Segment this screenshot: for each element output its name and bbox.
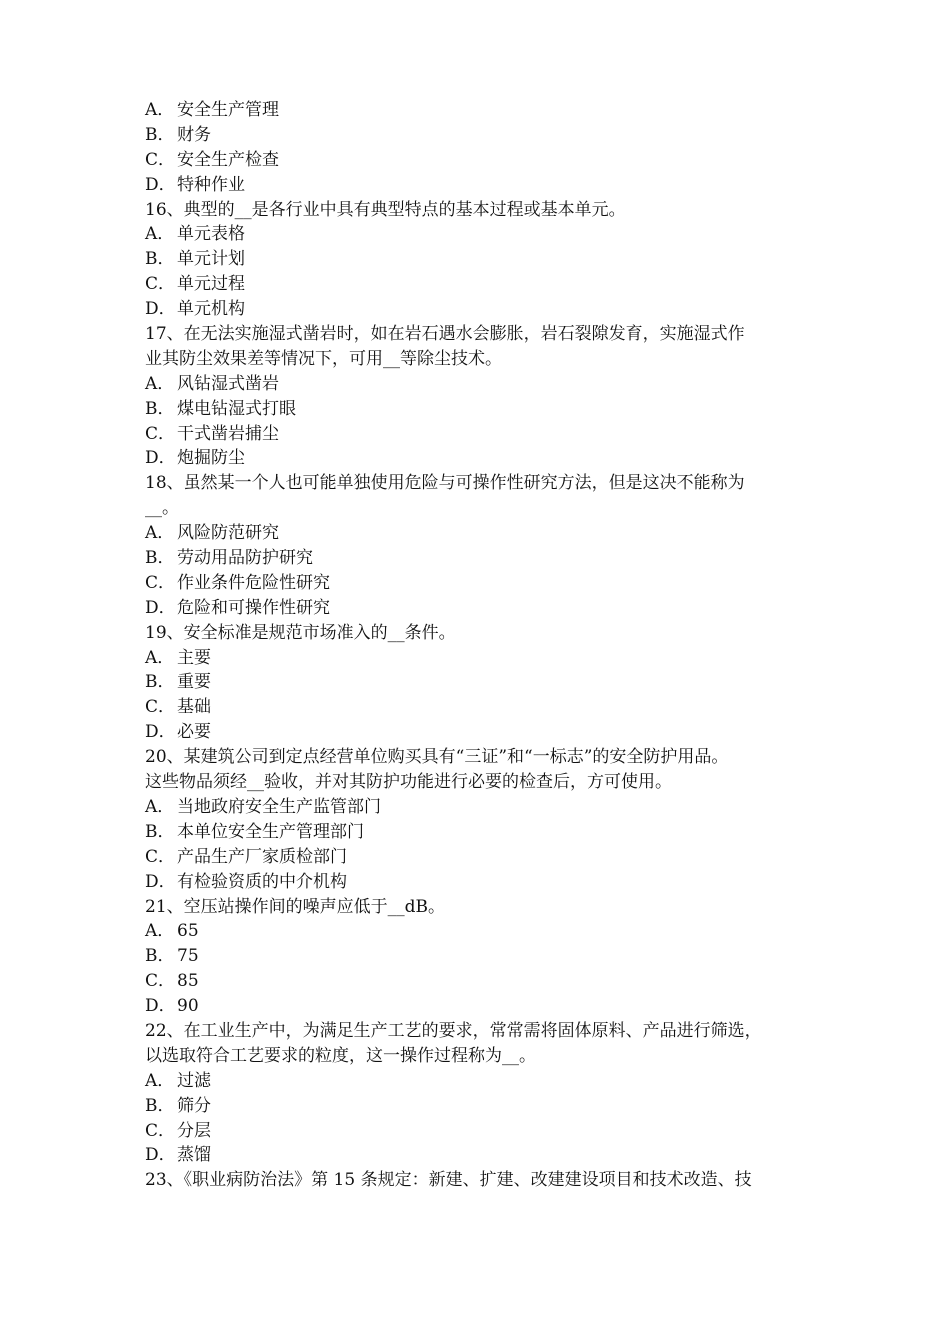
option-text: 危险和可操作性研究: [177, 597, 330, 618]
option-letter: A．: [145, 224, 175, 245]
option-letter: A．: [145, 1070, 175, 1091]
option-text: 单元计划: [177, 249, 245, 270]
option-letter: B．: [145, 249, 175, 270]
option-letter: C．: [145, 423, 176, 444]
question-text: 以选取符合工艺要求的粒度，这一操作过程称为__。: [145, 1045, 536, 1066]
answer-option: [145, 646, 825, 671]
answer-option: [145, 148, 825, 173]
answer-option: [145, 969, 825, 994]
answer-option: [145, 1143, 825, 1168]
option-text: 基础: [177, 697, 211, 718]
option-letter: D．: [145, 722, 176, 743]
option-letter: D．: [145, 299, 176, 320]
question-text: 这些物品须经__验收，并对其防护功能进行必要的检查后，方可使用。: [145, 772, 672, 793]
option-text: 安全生产检查: [177, 149, 279, 170]
option-text: 单元表格: [177, 224, 245, 245]
answer-option: [145, 397, 825, 422]
answer-option: [145, 297, 825, 322]
answer-option: [145, 521, 825, 546]
option-text: 产品生产厂家质检部门: [177, 846, 347, 867]
option-letter: B．: [145, 1095, 175, 1116]
option-letter: C．: [145, 274, 176, 295]
option-letter: C．: [145, 1120, 176, 1141]
option-text: 65: [177, 921, 199, 942]
option-letter: D．: [145, 996, 176, 1017]
option-letter: A．: [145, 796, 175, 817]
answer-option: [145, 446, 825, 471]
question-text: 业其防尘效果差等情况下，可用__等除尘技术。: [145, 348, 502, 369]
exam-question-list: [145, 98, 825, 1193]
option-letter: D．: [145, 597, 176, 618]
answer-option: [145, 1094, 825, 1119]
option-text: 过滤: [177, 1070, 211, 1091]
answer-option: [145, 695, 825, 720]
question-text: 18、虽然某一个人也可能单独使用危险与可操作性研究方法，但是这决不能称为: [145, 473, 745, 494]
option-letter: A．: [145, 373, 175, 394]
option-letter: D．: [145, 174, 176, 195]
option-text: 炮掘防尘: [177, 448, 245, 469]
question-text: 17、在无法实施湿式凿岩时，如在岩石遇水会膨胀，岩石裂隙发育，实施湿式作: [145, 324, 745, 345]
option-letter: D．: [145, 1145, 176, 1166]
option-letter: C．: [145, 572, 176, 593]
question-text: 20、某建筑公司到定点经营单位购买具有“三证”和“一标志”的安全防护用品。: [145, 747, 729, 768]
option-text: 本单位安全生产管理部门: [177, 821, 364, 842]
option-text: 筛分: [177, 1095, 211, 1116]
option-text: 干式凿岩捕尘: [177, 423, 279, 444]
answer-option: [145, 795, 825, 820]
answer-option: [145, 820, 825, 845]
option-text: 特种作业: [177, 174, 245, 195]
option-text: 单元机构: [177, 299, 245, 320]
option-letter: B．: [145, 821, 175, 842]
question-text: 21、空压站操作间的噪声应低于__dB。: [145, 896, 446, 917]
answer-option: [145, 247, 825, 272]
option-letter: B．: [145, 946, 175, 967]
option-letter: C．: [145, 697, 176, 718]
answer-option: [145, 720, 825, 745]
answer-option: [145, 994, 825, 1019]
question-text: 16、典型的__是各行业中具有典型特点的基本过程或基本单元。: [145, 199, 626, 220]
option-text: 重要: [177, 672, 211, 693]
option-letter: B．: [145, 124, 175, 145]
question-text: 22、在工业生产中，为满足生产工艺的要求，常常需将固体原料、产品进行筛选，: [145, 1020, 762, 1041]
answer-option: [145, 546, 825, 571]
option-letter: D．: [145, 871, 176, 892]
answer-option: [145, 1119, 825, 1144]
question-text: 19、安全标准是规范市场准入的__条件。: [145, 622, 456, 643]
answer-option: [145, 98, 825, 123]
answer-option: [145, 422, 825, 447]
option-text: 煤电钻湿式打眼: [177, 398, 296, 419]
answer-option: [145, 571, 825, 596]
answer-option: [145, 1069, 825, 1094]
option-letter: A．: [145, 100, 175, 120]
option-letter: A．: [145, 647, 175, 668]
question-text: 23、《职业病防治法》第 15 条规定：新建、扩建、改建建设项目和技术改造、技: [145, 1170, 752, 1191]
option-letter: D．: [145, 448, 176, 469]
option-letter: C．: [145, 149, 176, 170]
option-letter: A．: [145, 523, 175, 544]
option-text: 90: [177, 996, 199, 1017]
option-text: 有检验资质的中介机构: [177, 871, 347, 892]
answer-option: [145, 870, 825, 895]
answer-option: [145, 123, 825, 148]
answer-option: [145, 670, 825, 695]
option-text: 安全生产管理: [177, 100, 279, 120]
answer-option: [145, 372, 825, 397]
answer-option: [145, 596, 825, 621]
option-text: 单元过程: [177, 274, 245, 295]
answer-option: [145, 173, 825, 198]
option-text: 75: [177, 946, 199, 967]
answer-option: [145, 222, 825, 247]
option-text: 风险防范研究: [177, 523, 279, 544]
option-text: 当地政府安全生产监管部门: [177, 796, 381, 817]
option-letter: B．: [145, 672, 175, 693]
answer-option: [145, 944, 825, 969]
option-text: 作业条件危险性研究: [177, 572, 330, 593]
option-text: 必要: [177, 722, 211, 743]
option-letter: B．: [145, 548, 175, 569]
question-text: __。: [145, 498, 179, 519]
answer-option: [145, 845, 825, 870]
option-text: 85: [177, 971, 199, 992]
option-text: 主要: [177, 647, 211, 668]
option-text: 财务: [177, 124, 211, 145]
option-letter: C．: [145, 846, 176, 867]
option-letter: B．: [145, 398, 175, 419]
option-text: 劳动用品防护研究: [177, 548, 313, 569]
option-letter: A．: [145, 921, 175, 942]
option-text: 风钻湿式凿岩: [177, 373, 279, 394]
answer-option: [145, 919, 825, 944]
answer-option: [145, 272, 825, 297]
option-text: 蒸馏: [177, 1145, 211, 1166]
option-letter: C．: [145, 971, 176, 992]
option-text: 分层: [177, 1120, 211, 1141]
